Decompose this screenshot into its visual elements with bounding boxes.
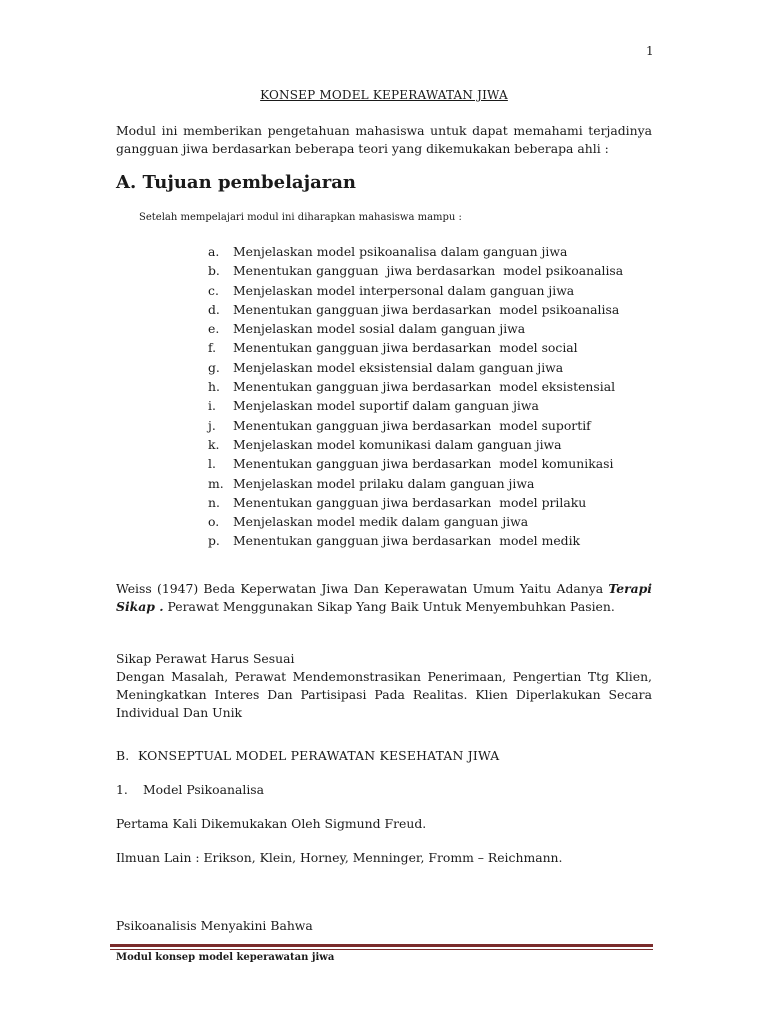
objective-text: Menjelaskan model interpersonal dalam ganguan jiwa <box>233 282 575 298</box>
sikap-body: Dengan Masalah, Perawat Mendemonstrasikan Penerimaan, Pengertian Ttg Klien, Meningkatkan Interes Dan Partisipasi Pada Realitas. Klien Diperlakukan Secara Individual Dan Unik <box>116 669 652 720</box>
subsection-1-title: Model Psikoanalisa <box>143 782 265 797</box>
objective-marker: j. <box>208 417 216 433</box>
weiss-paragraph <box>116 580 652 616</box>
objective-text: Menjelaskan model psikoanalisa dalam ganguan jiwa <box>233 244 568 259</box>
objective-item <box>208 512 623 531</box>
document-title: KONSEP MODEL KEPERAWATAN JIWA <box>260 88 508 102</box>
objective-marker: h. <box>208 379 220 395</box>
objective-marker: o. <box>208 514 220 530</box>
footer-text: Modul konsep model keperawatan jiwa <box>116 952 335 963</box>
objective-text: Menentukan gangguan jiwa berdasarkan model prilaku <box>233 494 587 510</box>
footer-rule-thick <box>110 944 653 947</box>
objective-marker: a. <box>208 244 220 259</box>
objective-marker: d. <box>208 301 220 317</box>
objective-text: Menjelaskan model suportif dalam ganguan jiwa <box>233 398 539 414</box>
objective-item <box>208 261 623 280</box>
objective-item <box>208 531 623 550</box>
objectives-lead: Setelah mempelajari modul ini diharapkan mahasiswa mampu : <box>139 212 462 223</box>
section-b-title: KONSEPTUAL MODEL PERAWATAN KESEHATAN JIWA <box>138 748 500 763</box>
objective-marker: l. <box>208 456 216 472</box>
page-number: 1 <box>646 44 654 58</box>
objective-text: Menentukan gangguan jiwa berdasarkan model suportif <box>233 417 591 433</box>
objective-text: Menentukan gangguan jiwa berdasarkan model psikoanalisa <box>233 263 624 279</box>
objective-text: Menjelaskan model sosial dalam ganguan jiwa <box>233 321 526 337</box>
objective-marker: b. <box>208 263 220 279</box>
objective-item <box>208 358 623 377</box>
weiss-text-after: Perawat Menggunakan Sikap Yang Baik Untuk Menyembuhkan Pasien. <box>163 599 615 614</box>
objective-item <box>208 300 623 319</box>
objective-item <box>208 416 623 435</box>
section-b-heading <box>116 748 499 763</box>
objective-text: Menjelaskan model komunikasi dalam ganguan jiwa <box>233 436 562 452</box>
belief-line: Psikoanalisis Menyakini Bahwa <box>116 918 313 933</box>
objective-text: Menentukan gangguan jiwa berdasarkan model eksistensial <box>233 379 616 395</box>
objective-marker: p. <box>208 533 220 549</box>
objective-text: Menentukan gangguan jiwa berdasarkan model medik <box>233 533 581 549</box>
intro-paragraph: Modul ini memberikan pengetahuan mahasiswa untuk dapat memahami terjadinya gangguan jiwa berdasarkan beberapa teori yang dikemukakan beberapa ahli : <box>116 123 652 156</box>
objective-marker: i. <box>208 398 216 414</box>
subsection-1-marker: 1. <box>116 782 128 797</box>
objective-item <box>208 338 623 357</box>
weiss-emphasis: Terapi Sikap . <box>116 581 652 614</box>
objective-text: Menjelaskan model medik dalam ganguan jiwa <box>233 514 529 530</box>
objective-marker: c. <box>208 282 219 298</box>
objectives-list <box>208 242 623 551</box>
objective-item <box>208 435 623 454</box>
objective-item <box>208 242 623 261</box>
objective-text: Menentukan gangguan jiwa berdasarkan model social <box>233 340 578 356</box>
sikap-paragraph <box>116 650 652 722</box>
objective-marker: m. <box>208 475 224 491</box>
sikap-heading: Sikap Perawat Harus Sesuai <box>116 651 295 666</box>
footer-rule-thin <box>110 949 653 950</box>
objective-item <box>208 377 623 396</box>
objective-marker: n. <box>208 494 220 510</box>
objective-item <box>208 281 623 300</box>
objective-text: Menentukan gangguan jiwa berdasarkan model komunikasi <box>233 456 614 472</box>
objective-marker: g. <box>208 359 220 375</box>
section-a-heading: A. Tujuan pembelajaran <box>116 172 356 193</box>
section-b-marker: B. <box>116 748 130 763</box>
subsection-1-heading <box>116 782 264 797</box>
scientists-line: Ilmuan Lain : Erikson, Klein, Horney, Menninger, Fromm – Reichmann. <box>116 850 563 865</box>
objective-text: Menjelaskan model eksistensial dalam ganguan jiwa <box>233 359 564 375</box>
objective-text: Menjelaskan model prilaku dalam ganguan jiwa <box>233 475 535 491</box>
objective-text: Menentukan gangguan jiwa berdasarkan model psikoanalisa <box>233 301 620 317</box>
objective-item <box>208 319 623 338</box>
freud-line: Pertama Kali Dikemukakan Oleh Sigmund Freud. <box>116 816 427 831</box>
objective-marker: e. <box>208 321 220 337</box>
objective-marker: k. <box>208 436 220 452</box>
objective-marker: f. <box>208 340 217 356</box>
weiss-text-before: Weiss (1947) Beda Keperwatan Jiwa Dan Keperawatan Umum Yaitu Adanya <box>116 581 609 596</box>
objective-item <box>208 454 623 473</box>
objective-item <box>208 396 623 415</box>
objective-item <box>208 474 623 493</box>
objective-item <box>208 493 623 512</box>
